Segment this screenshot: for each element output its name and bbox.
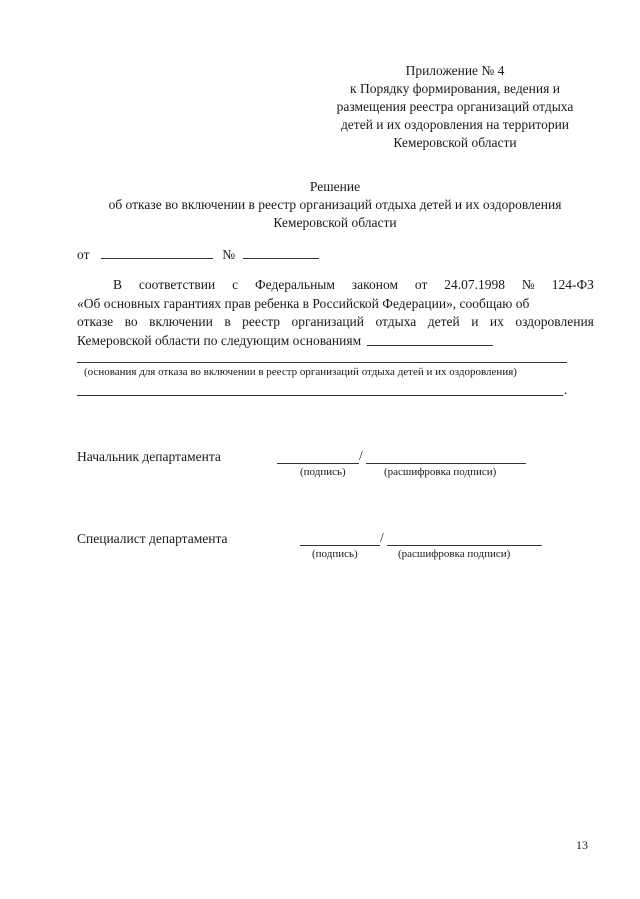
reasons-blank-inline — [367, 332, 493, 346]
word: Федеральным — [254, 277, 335, 292]
word: законом — [351, 277, 399, 292]
word: отдыха — [375, 314, 417, 329]
appendix-line: к Порядку формирования, ведения и — [350, 81, 560, 96]
word: и — [471, 314, 479, 329]
reasons-line — [77, 395, 563, 396]
body-text: «Об основных гарантиях прав ребенка в Российской Федерации», сообщаю об — [77, 295, 530, 311]
body-row-3 — [77, 313, 594, 332]
number-label: № — [222, 247, 236, 262]
word: 124-ФЗ — [551, 277, 594, 292]
number-blank — [243, 246, 319, 259]
decoding-caption: (расшифровка подписи) — [398, 548, 511, 560]
title-heading: Решение — [309, 179, 361, 194]
decoding-caption: (расшифровка подписи) — [384, 466, 497, 478]
signature-caption: (подпись) — [312, 548, 358, 560]
word: отказе — [77, 314, 114, 329]
reasons-line — [77, 362, 567, 363]
word: включении — [149, 314, 213, 329]
word: детей — [427, 314, 460, 329]
body-row-1 — [77, 276, 594, 295]
signer-role: Специалист департамента — [77, 531, 228, 546]
body-row-2 — [77, 295, 594, 314]
date-number-line — [77, 246, 319, 263]
word: организаций — [291, 314, 364, 329]
word: оздоровления — [515, 314, 594, 329]
reasons-caption: (основания для отказа во включении в реестр организаций отдыха детей и их оздоровления) — [84, 366, 517, 378]
date-blank — [101, 246, 213, 259]
title-line: об отказе во включении в реестр организаций отдыха детей и их оздоровления — [108, 197, 562, 212]
signature-line — [300, 545, 380, 546]
word: № — [521, 277, 535, 292]
decoding-line — [366, 463, 526, 464]
word: с — [232, 277, 239, 292]
appendix-header — [300, 62, 610, 152]
word: реестр — [242, 314, 281, 329]
word: во — [124, 314, 138, 329]
word: В — [113, 277, 123, 292]
word: их — [489, 314, 504, 329]
appendix-line: размещения реестра организаций отдыха — [336, 99, 574, 114]
body-paragraph — [77, 276, 594, 350]
appendix-title: Приложение № 4 — [405, 63, 505, 78]
from-label: от — [77, 247, 90, 262]
signer-role: Начальник департамента — [77, 449, 221, 464]
body-text: Кемеровской области по следующим основаниям — [77, 332, 362, 348]
signature-caption: (подпись) — [300, 466, 346, 478]
appendix-line: Кемеровской области — [393, 135, 517, 150]
title-line: Кемеровской области — [273, 215, 397, 230]
decoding-line — [387, 545, 542, 546]
word: соответствии — [138, 277, 216, 292]
slash-separator: / — [359, 448, 363, 463]
word: от — [414, 277, 428, 292]
body-row-4 — [77, 332, 594, 351]
document-title — [40, 178, 630, 232]
word: в — [224, 314, 231, 329]
signature-line — [277, 463, 359, 464]
end-mark: . — [564, 382, 568, 397]
page-number: 13 — [576, 838, 588, 852]
word: 24.07.1998 — [444, 277, 506, 292]
appendix-line: детей и их оздоровления на территории — [340, 117, 570, 132]
slash-separator: / — [380, 530, 384, 545]
